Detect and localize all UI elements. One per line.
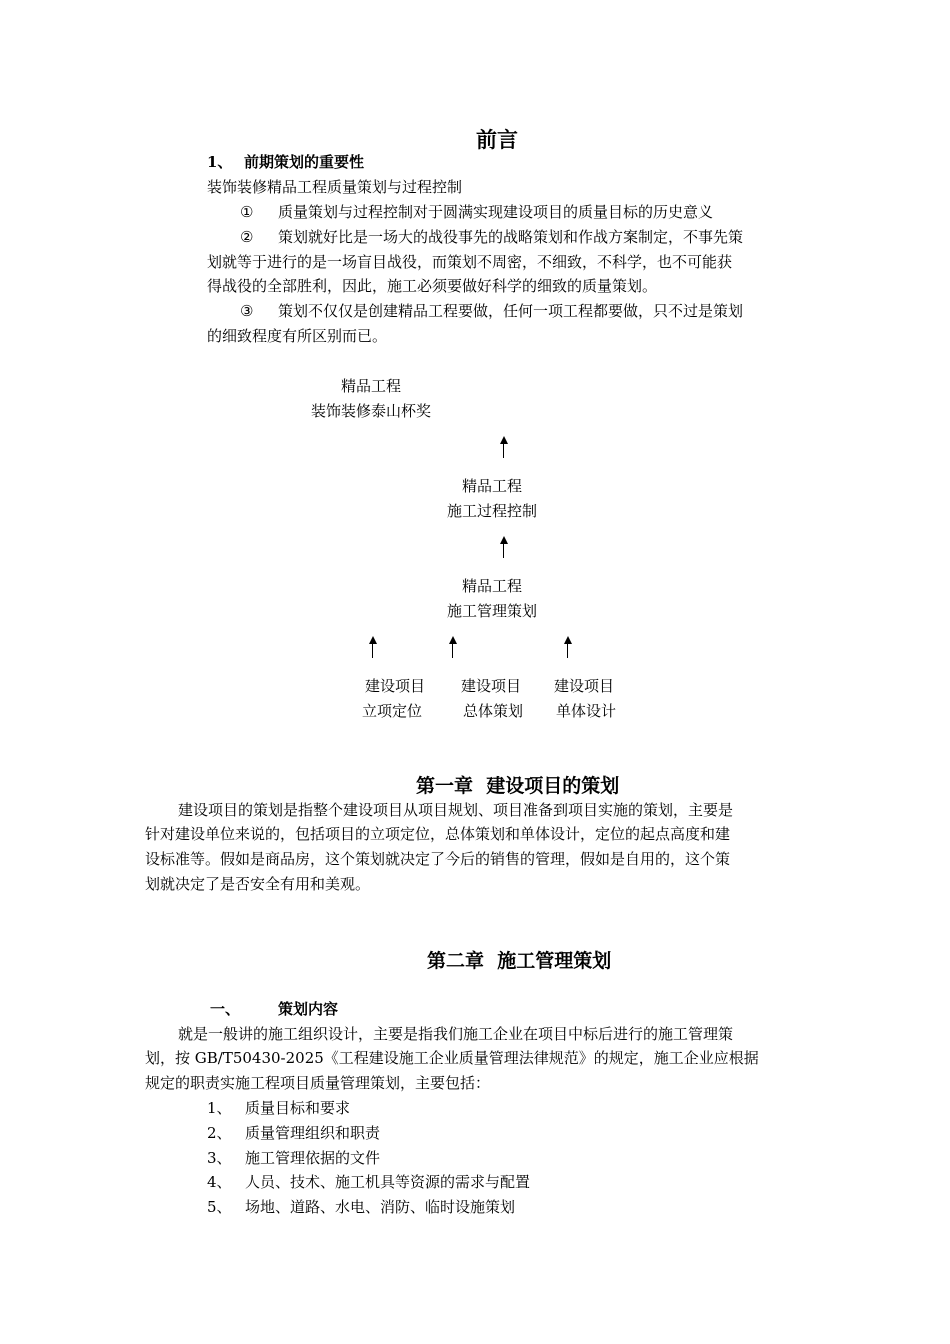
diagram-top-line1: 精品工程 — [340, 377, 401, 395]
arrow-up-icon — [563, 636, 573, 660]
list-item-number: 2、 — [207, 1124, 232, 1142]
diagram-base3-line1: 建设项目 — [554, 677, 615, 695]
diagram-mid2-line2: 施工管理策划 — [446, 602, 537, 620]
item2-line3: 得战役的全部胜利，因此，施工必须要做好科学的细致的质量策划。 — [207, 277, 658, 295]
chapter2-line2: 划，按 GB/T50430-2025《工程建设施工企业质量管理法律规范》的规定，施工企业应根据 — [145, 1049, 759, 1067]
diagram-base3-line2: 单体设计 — [556, 702, 617, 720]
chapter1-line3: 设标准等。假如是商品房，这个策划就决定了今后的销售的管理，假如是自用的，这个策 — [145, 850, 731, 868]
item3-line1: 策划不仅仅是创建精品工程要做，任何一项工程都要做，只不过是策划 — [278, 302, 744, 320]
list-item-number: 4、 — [207, 1173, 232, 1191]
item1-number: ① — [240, 203, 254, 221]
diagram-top-line2: 装饰装修泰山杯奖 — [310, 402, 431, 420]
item3-line2: 的细致程度有所区别而已。 — [207, 327, 388, 345]
item1-text: 质量策划与过程控制对于圆满实现建设项目的质量目标的历史意义 — [278, 203, 714, 221]
arrow-up-icon — [499, 536, 509, 560]
diagram-base1-line2: 立项定位 — [362, 702, 423, 720]
item2-line2: 划就等于进行的是一场盲目战役，而策划不周密，不细致，不科学，也不可能获 — [207, 253, 733, 271]
list-item-text: 人员、技术、施工机具等资源的需求与配置 — [245, 1173, 531, 1191]
arrow-up-icon — [448, 636, 458, 660]
item2-line1: 策划就好比是一场大的战役事先的战略策划和作战方案制定，不事先策 — [278, 228, 744, 246]
item3-number: ③ — [240, 302, 254, 320]
chapter1-line2: 针对建设单位来说的，包括项目的立项定位，总体策划和单体设计，定位的起点高度和建 — [145, 825, 731, 843]
chapter2-line3: 规定的职责实施工程项目质量管理策划，主要包括： — [145, 1074, 491, 1092]
arrow-up-icon — [368, 636, 378, 660]
list-item-text: 施工管理依据的文件 — [245, 1149, 381, 1167]
chapter2-section1-heading: 策划内容 — [278, 1000, 339, 1018]
section1-heading: 前期策划的重要性 — [244, 153, 365, 171]
chapter2-title: 第二章 施工管理策划 — [427, 950, 612, 972]
diagram-base1-line1: 建设项目 — [365, 677, 426, 695]
chapter2-section1-number: 一、 — [210, 1000, 241, 1018]
diagram-mid2-line1: 精品工程 — [461, 577, 522, 595]
chapter2-line1: 就是一般讲的施工组织设计，主要是指我们施工企业在项目中标后进行的施工管理策 — [178, 1025, 734, 1043]
list-item-text: 质量管理组织和职责 — [245, 1124, 381, 1142]
chapter1-title: 第一章 建设项目的策划 — [416, 775, 620, 797]
diagram-base2-line1: 建设项目 — [461, 677, 522, 695]
item2-number: ② — [240, 228, 254, 246]
list-item-text: 质量目标和要求 — [245, 1099, 351, 1117]
list-item-number: 5、 — [207, 1198, 232, 1216]
list-item-number: 3、 — [207, 1149, 232, 1167]
diagram-mid1-line2: 施工过程控制 — [446, 502, 537, 520]
list-item-text: 场地、道路、水电、消防、临时设施策划 — [245, 1198, 516, 1216]
preface-subtitle: 装饰装修精品工程质量策划与过程控制 — [207, 178, 463, 196]
section1-number: 1、 — [207, 153, 233, 171]
list-item-number: 1、 — [207, 1099, 232, 1117]
chapter1-line4: 划就决定了是否安全有用和美观。 — [145, 875, 371, 893]
chapter1-line1: 建设项目的策划是指整个建设项目从项目规划、项目准备到项目实施的策划，主要是 — [178, 801, 734, 819]
arrow-up-icon — [499, 436, 509, 460]
diagram-base2-line2: 总体策划 — [463, 702, 524, 720]
diagram-mid1-line1: 精品工程 — [461, 477, 522, 495]
preface-title: 前言 — [476, 127, 518, 152]
